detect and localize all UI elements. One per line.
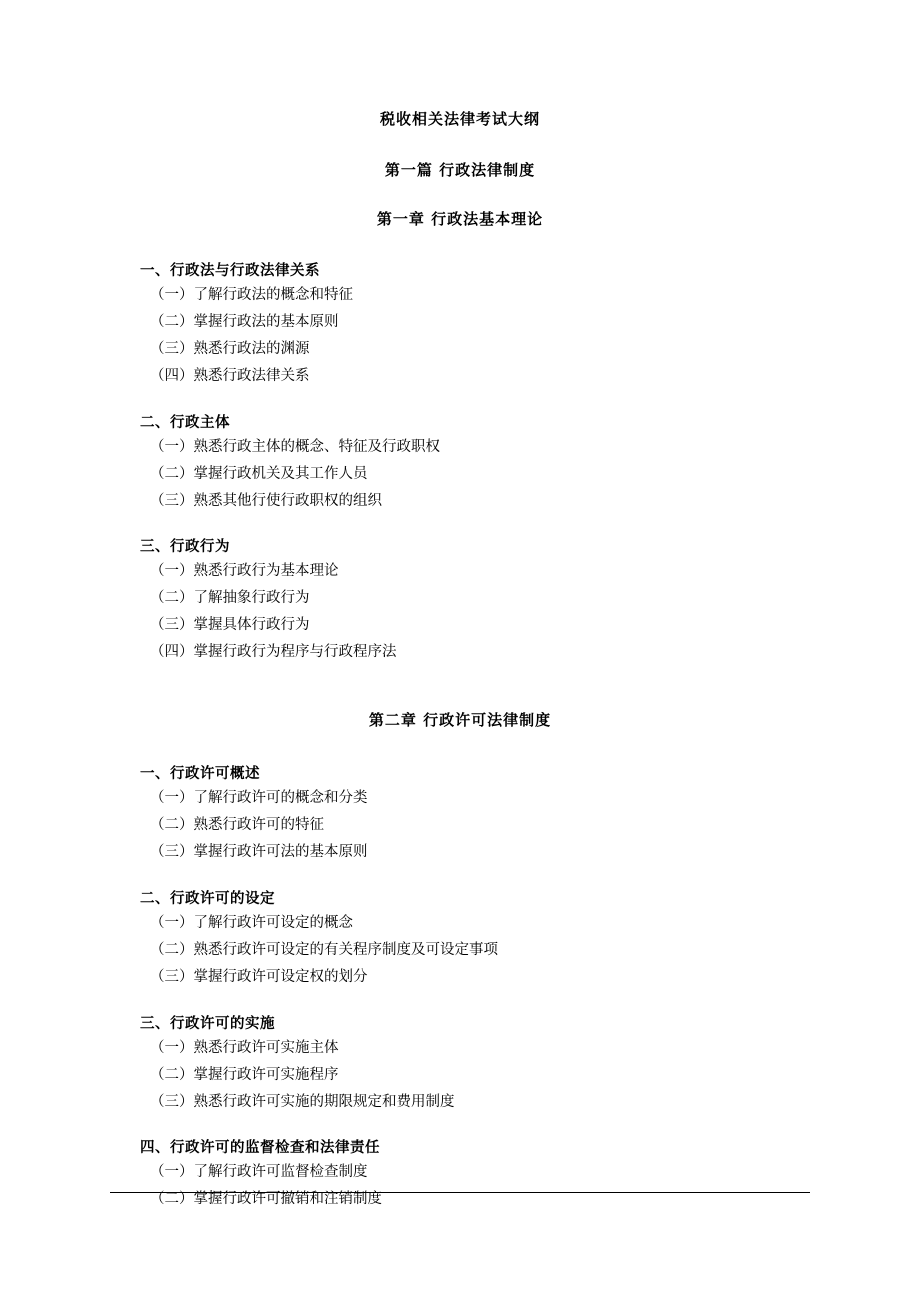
- section-block: [110, 1012, 810, 1115]
- section-block: [110, 887, 810, 990]
- section-heading: 三、行政行为: [140, 539, 230, 556]
- section-item: （一）了解行政法的概念和特征: [150, 287, 353, 303]
- section-heading: 二、行政许可的设定: [140, 890, 275, 907]
- section-item: （一）了解行政许可的概念和分类: [150, 790, 368, 807]
- section-heading: 一、行政许可概述: [140, 766, 260, 783]
- section-item: （三）掌握行政许可设定权的划分: [150, 968, 368, 985]
- section-item: （二）了解抽象行政行为: [150, 590, 310, 607]
- section-item: （二）掌握行政许可实施程序: [150, 1066, 339, 1083]
- section-item: （一）熟悉行政许可实施主体: [150, 1039, 339, 1056]
- document-content: [110, 108, 810, 1234]
- document-title: 税收相关法律考试大纲: [379, 110, 540, 128]
- section-item: （一）熟悉行政主体的概念、特征及行政职权: [150, 438, 440, 455]
- section-item: （三）熟悉行政法的渊源: [150, 340, 310, 357]
- section-item: （一）熟悉行政行为基本理论: [150, 563, 339, 580]
- section-item: （二）掌握行政机关及其工作人员: [150, 465, 368, 482]
- part-title: 第一篇 行政法律制度: [384, 161, 536, 179]
- section-heading: 二、行政主体: [140, 414, 230, 431]
- section-item: （一）了解行政许可监督检查制度: [150, 1164, 368, 1181]
- section-block: [110, 535, 810, 665]
- section-item: （二）掌握行政法的基本原则: [150, 313, 339, 330]
- chapter-title-1: 第一章 行政法基本理论: [376, 210, 544, 228]
- footer-divider: [110, 1192, 810, 1193]
- section-item: （一）了解行政许可设定的概念: [150, 914, 353, 931]
- section-item: （二）熟悉行政许可的特征: [150, 817, 324, 834]
- section-block: [110, 1136, 810, 1212]
- section-item: （四）掌握行政行为程序与行政程序法: [150, 644, 397, 661]
- section-item: （二）熟悉行政许可设定的有关程序制度及可设定事项: [150, 941, 498, 958]
- section-heading: 三、行政许可的实施: [140, 1015, 275, 1032]
- section-heading: 一、行政法与行政法律关系: [140, 263, 320, 279]
- chapter-title-2: 第二章 行政许可法律制度: [368, 711, 552, 730]
- section-item: （三）熟悉其他行使行政职权的组织: [150, 492, 382, 509]
- section-item: （四）熟悉行政法律关系: [150, 367, 310, 384]
- section-heading: 四、行政许可的监督检查和法律责任: [140, 1140, 380, 1157]
- section-block: [110, 411, 810, 514]
- section-item: （三）掌握行政许可法的基本原则: [150, 843, 368, 860]
- section-item: （二）掌握行政许可撤销和注销制度: [150, 1191, 382, 1208]
- section-block: [110, 762, 810, 865]
- section-block: [110, 259, 810, 389]
- section-item: （三）熟悉行政许可实施的期限规定和费用制度: [150, 1093, 455, 1110]
- section-item: （三）掌握具体行政行为: [150, 617, 310, 634]
